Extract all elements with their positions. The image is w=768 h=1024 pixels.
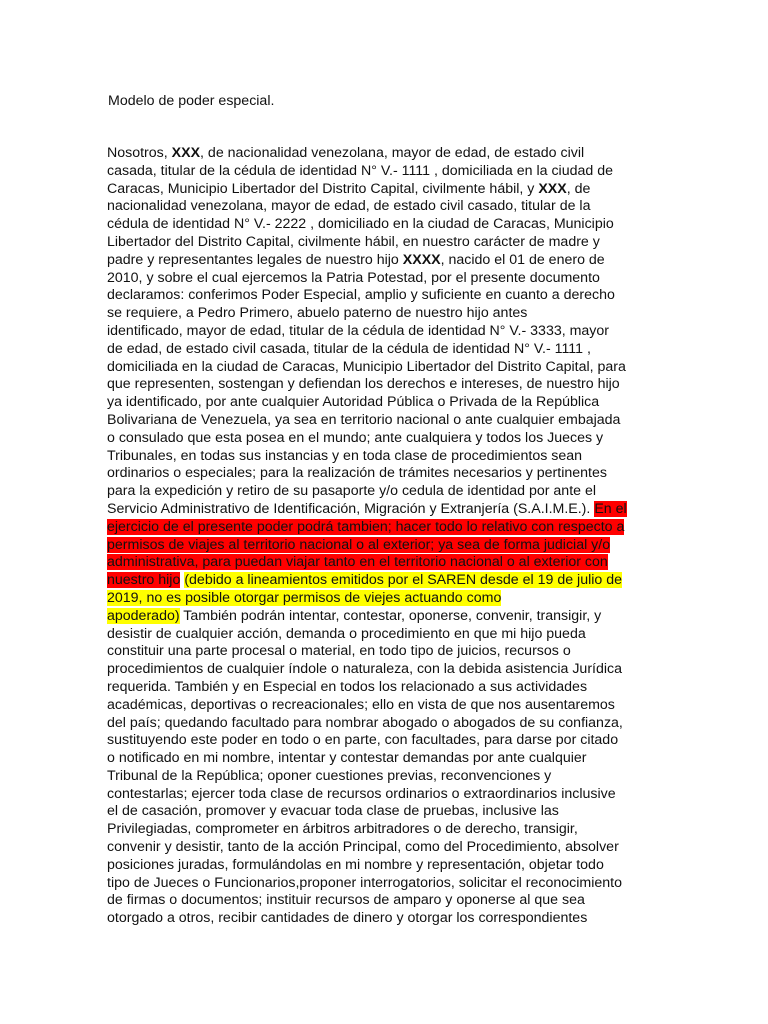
text-line bbox=[107, 537, 667, 555]
red-highlight: administrativa, para puedan viajar tanto en el territorio nacional o al exterior con bbox=[107, 554, 608, 571]
red-highlight: ejercicio de el presente poder podrá tambien; hacer todo lo relativo con respecto a bbox=[107, 518, 625, 535]
text-line: nacionalidad venezolana, mayor de edad, de estado civil casado, titular de la bbox=[107, 198, 591, 215]
text-line bbox=[107, 554, 667, 572]
text-line: cédula de identidad N° V.- 2222 , domiciliado en la ciudad de Caracas, Municipio bbox=[107, 216, 614, 233]
text-line: ordinarios o especiales; para la realización de trámites necesarios y pertinentes bbox=[107, 465, 607, 482]
document-body bbox=[107, 145, 667, 946]
text-line: Caracas, Municipio Libertador del Distrito Capital, civilmente hábil, y XXX, de bbox=[107, 180, 591, 197]
yellow-highlight: (debido a lineamientos emitidos por el SAREN desde el 19 de julio de bbox=[184, 572, 623, 589]
text-line: constituir una parte procesal o material, en todo tipo de juicios, recursos o bbox=[107, 643, 571, 660]
red-highlight: En el bbox=[594, 500, 627, 517]
text-line: Tribunal de la República; oponer cuestiones previas, reconvenciones y bbox=[107, 767, 552, 784]
text-line: identificado, mayor de edad, titular de la cédula de identidad N° V.- 3333, mayor bbox=[107, 322, 610, 339]
text-line: desistir de cualquier acción, demanda o procedimiento en que mi hijo pueda bbox=[107, 625, 586, 642]
text-line: Libertador del Distrito Capital, civilmente hábil, en nuestro carácter de madre y bbox=[107, 233, 600, 250]
red-highlight: permisos de viajes al territorio nacional o al exterior; ya sea de forma judicial y/o bbox=[107, 536, 611, 553]
bold-name: XXX bbox=[538, 180, 567, 197]
text-line: que representen, sostengan y defiendan los derechos e intereses, de nuestro hijo bbox=[107, 376, 620, 393]
text-segment: También podrán intentar, contestar, oponerse, convenir, transigir, y bbox=[183, 607, 602, 624]
text-line: contestarlas; ejercer toda clase de recursos ordinarios o extraordinarios inclusive bbox=[107, 785, 616, 802]
text-line: Tribunales, en todas sus instancias y en toda clase de procedimientos sean bbox=[107, 447, 583, 464]
text-line: académicas, deportivas o recreacionales; ello en vista de que nos ausentaremos bbox=[107, 696, 615, 713]
text-line bbox=[107, 519, 667, 537]
text-line: convenir y desistir, tanto de la acción Principal, como del Procedimiento, absolver bbox=[107, 839, 619, 856]
text-line: procedimientos de cualquier índole o naturaleza, con la debida asistencia Jurídica bbox=[107, 661, 623, 678]
text-line: ya identificado, por ante cualquier Autoridad Pública o Privada de la República bbox=[107, 394, 600, 411]
text-line: Nosotros, XXX, de nacionalidad venezolana, mayor de edad, de estado civil bbox=[107, 145, 585, 161]
bold-name: XXX bbox=[171, 145, 201, 161]
text-line: sustituyendo este poder en todo o en parte, con facultades, para darse por citado bbox=[107, 732, 619, 749]
text-line bbox=[107, 608, 667, 626]
text-line: de firmas o documentos; instituir recursos de amparo y oponerse al que sea bbox=[107, 892, 585, 909]
bold-name: XXXX bbox=[402, 251, 441, 268]
text-line: 2010, y sobre el cual ejercemos la Patria Potestad, por el presente documento bbox=[107, 269, 600, 286]
text-line: se requiere, a Pedro Primero, abuelo paterno de nuestro hijo antes bbox=[107, 305, 528, 322]
text-line: otorgado a otros, recibir cantidades de dinero y otorgar los correspondientes bbox=[107, 910, 588, 927]
text-line: posiciones juradas, formulándolas en mi nombre y representación, objetar todo bbox=[107, 856, 604, 873]
text-line: para la expedición y retiro de su pasaporte y/o cedula de identidad por ante el bbox=[107, 483, 597, 500]
text-line: del país; quedando facultado para nombrar abogado o abogados de su confianza, bbox=[107, 714, 623, 731]
yellow-highlight: apoderado) bbox=[107, 607, 180, 624]
text-segment: Servicio Administrativo de Identificación, Migración y Extranjería (S.A.I.M.E.). bbox=[107, 500, 591, 517]
text-line: declaramos: conferimos Poder Especial, amplio y suficiente en cuanto a derecho bbox=[107, 287, 615, 304]
text-line bbox=[107, 501, 667, 519]
text-line bbox=[107, 590, 667, 608]
text-line bbox=[107, 572, 667, 590]
text-line: domiciliada en la ciudad de Caracas, Municipio Libertador del Distrito Capital, para bbox=[107, 358, 626, 375]
text-line: tipo de Jueces o Funcionarios,proponer interrogatorios, solicitar el reconocimiento bbox=[107, 874, 622, 891]
text-line: o consulado que esta posea en el mundo; ante cualquiera y todos los Jueces y bbox=[107, 429, 604, 446]
text-line: padre y representantes legales de nuestro hijo XXXX, nacido el 01 de enero de bbox=[107, 251, 605, 268]
text-line bbox=[107, 928, 667, 946]
text-line: casada, titular de la cédula de identidad N° V.- 1111 , domiciliada en la ciudad de bbox=[107, 162, 613, 179]
text-line: de edad, de estado civil casada, titular de la cédula de identidad N° V.- 1111 , bbox=[107, 340, 591, 357]
text-line: requerida. También y en Especial en todos los relacionado a sus actividades bbox=[107, 678, 588, 695]
text-line: el de casación, promover y evacuar toda clase de pruebas, inclusive las bbox=[107, 803, 559, 820]
document-title: Modelo de poder especial. bbox=[108, 93, 275, 109]
yellow-highlight: 2019, no es posible otorgar permisos de viejes actuando como bbox=[107, 589, 502, 606]
text-line: Bolivariana de Venezuela, ya sea en territorio nacional o ante cualquier embajada bbox=[107, 411, 621, 428]
text-line: o notificado en mi nombre, intentar y contestar demandas por ante cualquier bbox=[107, 750, 587, 767]
red-highlight: nuestro hijo bbox=[107, 572, 181, 589]
text-line: Privilegiadas, comprometer en árbitros arbitradores o de derecho, transigir, bbox=[107, 821, 578, 838]
